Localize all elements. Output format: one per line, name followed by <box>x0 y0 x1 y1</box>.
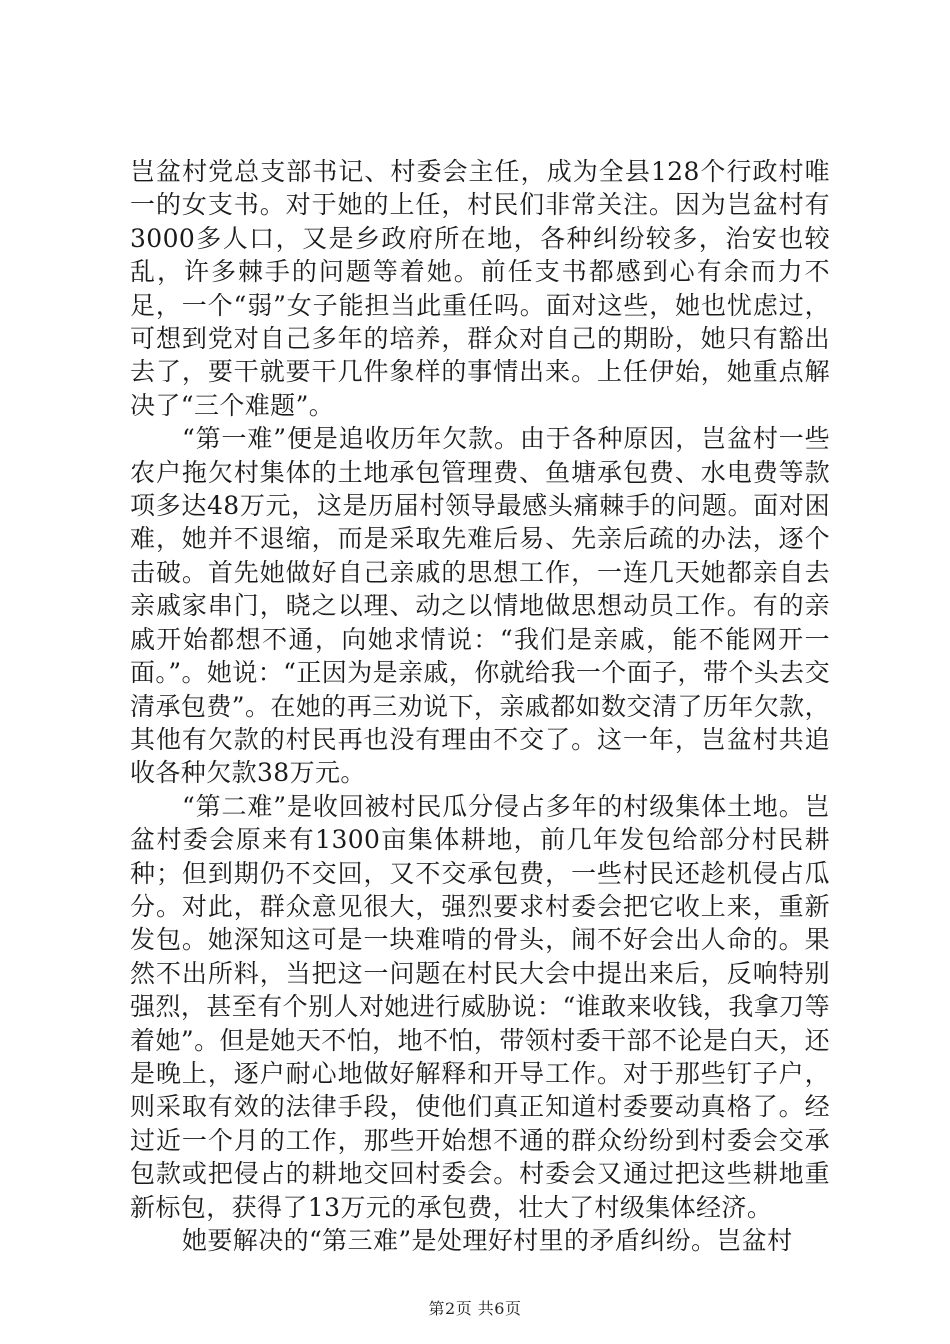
paragraph-first-difficulty: “第一难”便是追收历年欠款。由于各种原因，岂盆村一些农户拖欠村集体的土地承包管理费、鱼塘承包费、水电费等款项多达48万元，这是历届村领导最感头痛棘手的问题。面对困难，她并不退缩，而是采取先难后易、先亲后疏的办法，逐个击破。首先她做好自己亲戚的思想工作，一连几天她都亲自去亲戚家串门，晓之以理、动之以情地做思想动员工作。有的亲戚开始都想不通，向她求情说：“我们是亲戚，能不能网开一面。”。她说：“正因为是亲戚，你就给我一个面子，带个头去交清承包费”。在她的再三劝说下，亲戚都如数交清了历年欠款，其他有欠款的村民再也没有理由不交了。这一年，岂盆村共追收各种欠款38万元。 <box>130 424 830 788</box>
document-body <box>130 155 830 1257</box>
paragraph-second-difficulty: “第二难”是收回被村民瓜分侵占多年的村级集体土地。岂盆村委会原来有1300亩集体耕地，前几年发包给部分村民耕种；但到期仍不交回，又不交承包费，一些村民还趁机侵占瓜分。对此，群众意见很大，强烈要求村委会把它收上来，重新发包。她深知这可是一块难啃的骨头，闹不好会出人命的。果然不出所料，当把这一问题在村民大会中提出来后，反响特别强烈，甚至有个别人对她进行威胁说：“谁敢来收钱，我拿刀等着她”。但是她天不怕，地不怕，带领村委干部不论是白天，还是晚上，逐户耐心地做好解释和开导工作。对于那些钉子户，则采取有效的法律手段，使他们真正知道村委要动真格了。经过近一个月的工作，那些开始想不通的群众纷纷到村委会交承包款或把侵占的耕地交回村委会。村委会又通过把这些耕地重新标包，获得了13万元的承包费，壮大了村级集体经济。 <box>130 791 830 1222</box>
paragraph-third-difficulty: 她要解决的“第三难”是处理好村里的矛盾纠纷。岂盆村 <box>182 1226 793 1255</box>
page-number-footer: 第2页 共6页 <box>428 1299 522 1318</box>
paragraph-intro: 岂盆村党总支部书记、村委会主任，成为全县128个行政村唯一的女支书。对于她的上任，村民们非常关注。因为岂盆村有3000多人口，又是乡政府所在地，各种纠纷较多，治安也较乱，许多棘手的问题等着她。前任支书都感到心有余而力不足，一个“弱”女子能担当此重任吗。面对这些，她也忧虑过，可想到党对自己多年的培养，群众对自己的期盼，她只有豁出去了，要干就要干几件象样的事情出来。上任伊始，她重点解决了“三个难题”。 <box>130 157 830 420</box>
